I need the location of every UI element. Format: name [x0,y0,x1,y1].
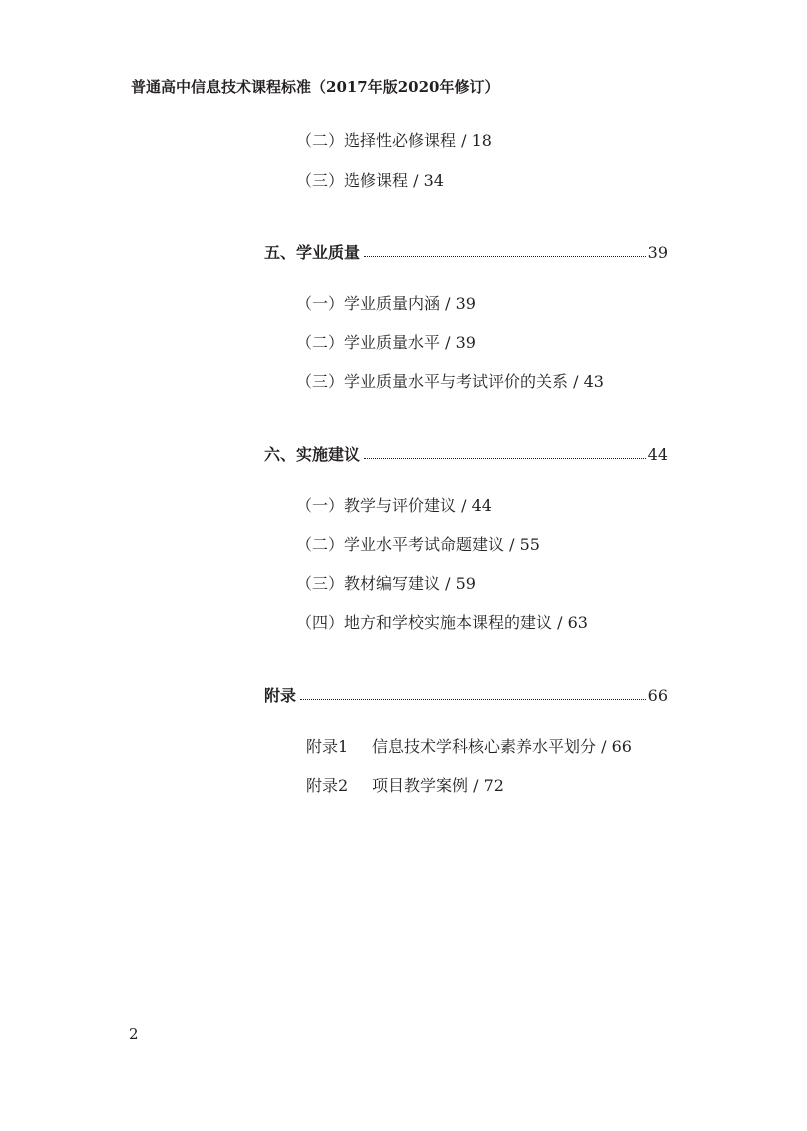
toc-entry-page: 63 [567,613,588,632]
toc-entry-quality-level[interactable] [296,333,476,353]
toc-entry-page: 59 [455,574,476,593]
chapter-page: 44 [647,445,668,464]
toc-chapter-implementation[interactable] [264,445,668,465]
toc-separator: / [456,131,472,150]
toc-entry-local-school[interactable] [296,613,588,633]
toc-entry-label: （四）地方和学校实施本课程的建议 [296,613,553,632]
toc-entry-page: 43 [583,372,604,391]
toc-separator: / [456,496,472,515]
toc-entry-elective[interactable] [296,171,444,191]
dot-leader [364,255,646,257]
toc-entry-appendix-1[interactable] [306,737,632,757]
appendix-label: 附录2 [306,776,349,795]
toc-entry-label: （一）教学与评价建议 [296,496,457,515]
toc-entry-appendix-2[interactable] [306,776,504,796]
chapter-title: 六、实施建议 [264,445,361,464]
toc-separator: / [568,372,584,391]
toc-entry-page: 34 [423,171,444,190]
toc-entry-label: （一）学业质量内涵 [296,294,441,313]
toc-entry-label: （三）学业质量水平与考试评价的关系 [296,372,569,391]
toc-entry-page: 44 [471,496,492,515]
toc-separator: / [504,535,520,554]
page-number: 2 [129,1025,139,1043]
toc-entry-quality-connotation[interactable] [296,294,476,314]
toc-entry-label: 信息技术学科核心素养水平划分 [372,737,597,756]
toc-entry-elective-required[interactable] [296,131,492,151]
toc-entry-page: 39 [455,294,476,313]
running-header: 普通高中信息技术课程标准（2017年版2020年修订） [131,78,500,96]
toc-entry-label: 项目教学案例 [372,776,469,795]
toc-entry-page: 55 [519,535,540,554]
chapter-page: 39 [647,243,668,262]
toc-separator: / [596,737,612,756]
toc-entry-label: （三）选修课程 [296,171,409,190]
toc-chapter-appendix[interactable] [264,686,668,706]
toc-entry-exam-proposition[interactable] [296,535,540,555]
dot-leader [300,698,646,700]
toc-entry-textbook-writing[interactable] [296,574,476,594]
toc-entry-label: （二）学业质量水平 [296,333,441,352]
toc-entry-label: （二）选择性必修课程 [296,131,457,150]
toc-entry-teaching-evaluation[interactable] [296,496,492,516]
toc-entry-page: 72 [483,776,504,795]
toc-separator: / [440,333,456,352]
toc-entry-label: （三）教材编写建议 [296,574,441,593]
toc-entry-label: （二）学业水平考试命题建议 [296,535,505,554]
toc-entry-page: 18 [471,131,492,150]
appendix-label: 附录1 [306,737,349,756]
toc-chapter-academic-quality[interactable] [264,243,668,263]
toc-entry-page: 66 [611,737,632,756]
chapter-page: 66 [647,686,668,705]
toc-separator: / [408,171,424,190]
dot-leader [364,457,646,459]
toc-entry-quality-exam-relation[interactable] [296,372,604,392]
chapter-title: 附录 [264,686,297,705]
toc-separator: / [468,776,484,795]
toc-separator: / [440,294,456,313]
chapter-title: 五、学业质量 [264,243,361,262]
toc-separator: / [440,574,456,593]
toc-entry-page: 39 [455,333,476,352]
toc-separator: / [552,613,568,632]
